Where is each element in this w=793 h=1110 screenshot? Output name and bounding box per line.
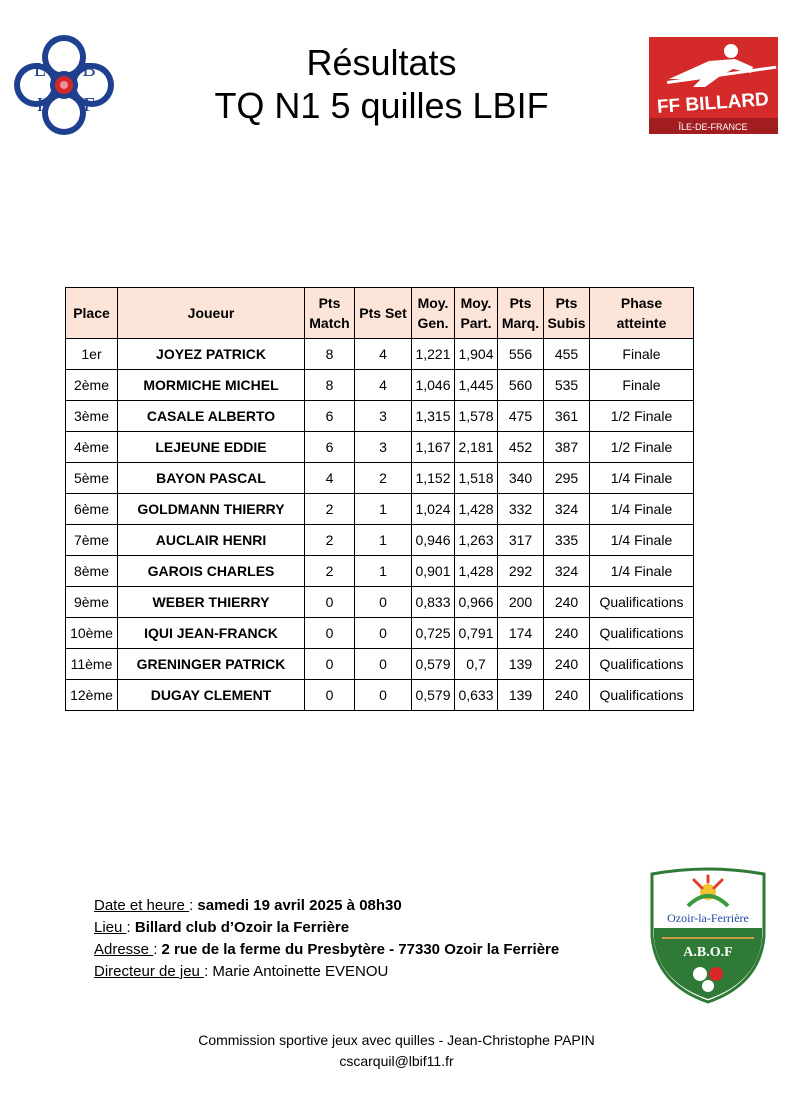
cell-pts-marq: 139 [498, 680, 544, 711]
cell-moy-part: 0,633 [455, 680, 498, 711]
cell-phase: Finale [590, 370, 694, 401]
cell-pts-set: 0 [355, 680, 412, 711]
venue-line [94, 917, 559, 939]
cell-pts-match: 0 [305, 618, 355, 649]
cell-pts-match: 8 [305, 339, 355, 370]
event-info [94, 895, 559, 983]
ffbillard-logo [649, 37, 778, 134]
cell-moy-part: 1,428 [455, 556, 498, 587]
table-row [66, 649, 694, 680]
cell-pts-set: 0 [355, 618, 412, 649]
cell-pts-match: 6 [305, 401, 355, 432]
cell-player: LEJEUNE EDDIE [118, 432, 305, 463]
date-line [94, 895, 559, 917]
cell-pts-subis: 240 [544, 618, 590, 649]
cell-pts-set: 3 [355, 401, 412, 432]
cell-player: CASALE ALBERTO [118, 401, 305, 432]
header-moy-part: Moy. Part. [455, 288, 498, 339]
cell-pts-subis: 240 [544, 587, 590, 618]
cell-moy-gen: 1,221 [412, 339, 455, 370]
table-row [66, 494, 694, 525]
cell-player: JOYEZ PATRICK [118, 339, 305, 370]
cell-pts-match: 0 [305, 680, 355, 711]
cell-moy-part: 0,791 [455, 618, 498, 649]
cell-place: 2ème [66, 370, 118, 401]
header-player: Joueur [118, 288, 305, 339]
abof-logo [648, 866, 768, 1006]
cell-pts-subis: 324 [544, 494, 590, 525]
cell-player: DUGAY CLEMENT [118, 680, 305, 711]
cell-place: 12ème [66, 680, 118, 711]
cell-moy-gen: 0,579 [412, 649, 455, 680]
header-pts-set: Pts Set [355, 288, 412, 339]
footer [0, 1030, 793, 1072]
header-place: Place [66, 288, 118, 339]
cell-moy-part: 0,7 [455, 649, 498, 680]
cell-player: MORMICHE MICHEL [118, 370, 305, 401]
cell-pts-subis: 240 [544, 649, 590, 680]
table-row [66, 525, 694, 556]
cell-place: 6ème [66, 494, 118, 525]
cell-moy-part: 1,578 [455, 401, 498, 432]
white-ball-icon [702, 980, 714, 992]
cell-phase: Qualifications [590, 618, 694, 649]
cell-pts-subis: 240 [544, 680, 590, 711]
table-row [66, 463, 694, 494]
cell-pts-marq: 139 [498, 649, 544, 680]
cell-pts-set: 4 [355, 370, 412, 401]
cell-pts-marq: 332 [498, 494, 544, 525]
cell-pts-set: 1 [355, 525, 412, 556]
cell-player: AUCLAIR HENRI [118, 525, 305, 556]
cell-pts-subis: 535 [544, 370, 590, 401]
cell-pts-marq: 292 [498, 556, 544, 587]
cell-pts-subis: 387 [544, 432, 590, 463]
cell-phase: Finale [590, 339, 694, 370]
address-label: Adresse [94, 941, 154, 958]
title-line-1: Résultats [306, 42, 457, 83]
cell-pts-subis: 335 [544, 525, 590, 556]
cell-player: WEBER THIERRY [118, 587, 305, 618]
cell-moy-gen: 0,946 [412, 525, 455, 556]
cell-player: BAYON PASCAL [118, 463, 305, 494]
cell-phase: Qualifications [590, 587, 694, 618]
cell-phase: Qualifications [590, 680, 694, 711]
cell-pts-marq: 200 [498, 587, 544, 618]
cell-player: GOLDMANN THIERRY [118, 494, 305, 525]
cell-moy-gen: 0,725 [412, 618, 455, 649]
cell-player: GRENINGER PATRICK [118, 649, 305, 680]
table-row [66, 618, 694, 649]
cell-moy-gen: 1,024 [412, 494, 455, 525]
cell-pts-subis: 324 [544, 556, 590, 587]
cell-place: 9ème [66, 587, 118, 618]
cell-pts-subis: 455 [544, 339, 590, 370]
cell-pts-set: 3 [355, 432, 412, 463]
cell-place: 5ème [66, 463, 118, 494]
cell-moy-gen: 1,046 [412, 370, 455, 401]
cell-pts-set: 0 [355, 649, 412, 680]
cell-pts-marq: 340 [498, 463, 544, 494]
header-pts-marq: Pts Marq. [498, 288, 544, 339]
date-label: Date et heure [94, 897, 190, 914]
address-separator: : [153, 941, 162, 958]
cell-moy-gen: 0,833 [412, 587, 455, 618]
date-value: samedi 19 avril 2025 à 08h30 [197, 897, 402, 914]
cell-moy-gen: 1,315 [412, 401, 455, 432]
cell-pts-match: 0 [305, 649, 355, 680]
table-row [66, 432, 694, 463]
cell-moy-part: 2,181 [455, 432, 498, 463]
lbif-letter-i: I [36, 94, 44, 116]
ffbillard-text: FF BILLARD [656, 89, 770, 118]
address-line [94, 939, 559, 961]
cell-moy-part: 1,518 [455, 463, 498, 494]
footer-commission: Commission sportive jeux avec quilles - Jean-Christophe PAPIN [198, 1032, 595, 1048]
cell-place: 11ème [66, 649, 118, 680]
table-row [66, 401, 694, 432]
cell-phase: 1/4 Finale [590, 463, 694, 494]
footer-email: cscarquil@lbif11.fr [339, 1053, 454, 1069]
cell-moy-part: 0,966 [455, 587, 498, 618]
director-line [94, 961, 559, 983]
director-separator: : [204, 963, 213, 980]
cell-place: 10ème [66, 618, 118, 649]
cell-moy-part: 1,445 [455, 370, 498, 401]
cell-phase: Qualifications [590, 649, 694, 680]
director-value: Marie Antoinette EVENOU [212, 963, 389, 980]
cell-pts-match: 2 [305, 556, 355, 587]
cell-place: 1er [66, 339, 118, 370]
ffbillard-subtext: ÎLE-DE-FRANCE [678, 122, 748, 132]
cell-pts-marq: 560 [498, 370, 544, 401]
cell-place: 8ème [66, 556, 118, 587]
page-title [140, 41, 623, 127]
abof-town-text: Ozoir-la-Ferrière [667, 911, 749, 925]
cell-pts-marq: 556 [498, 339, 544, 370]
cell-pts-match: 6 [305, 432, 355, 463]
director-label: Directeur de jeu [94, 963, 205, 980]
table-row [66, 339, 694, 370]
cell-phase: 1/2 Finale [590, 401, 694, 432]
cell-phase: 1/4 Finale [590, 525, 694, 556]
white-ball-icon [693, 967, 707, 981]
header-pts-match: Pts Match [305, 288, 355, 339]
results-table [65, 287, 694, 711]
cell-pts-set: 2 [355, 463, 412, 494]
table-row [66, 587, 694, 618]
cell-moy-gen: 1,167 [412, 432, 455, 463]
table-row [66, 680, 694, 711]
cell-player: IQUI JEAN-FRANCK [118, 618, 305, 649]
cell-moy-part: 1,263 [455, 525, 498, 556]
header-pts-subis: Pts Subis [544, 288, 590, 339]
cell-pts-set: 1 [355, 494, 412, 525]
lbif-logo [14, 35, 114, 135]
cell-pts-set: 1 [355, 556, 412, 587]
table-row [66, 370, 694, 401]
cell-phase: 1/2 Finale [590, 432, 694, 463]
cell-pts-set: 0 [355, 587, 412, 618]
cell-moy-part: 1,904 [455, 339, 498, 370]
cell-pts-set: 4 [355, 339, 412, 370]
cell-pts-subis: 295 [544, 463, 590, 494]
cell-pts-match: 8 [305, 370, 355, 401]
lbif-letter-f: F [83, 94, 95, 116]
cell-pts-match: 4 [305, 463, 355, 494]
cell-phase: 1/4 Finale [590, 556, 694, 587]
address-value: 2 rue de la ferme du Presbytère - 77330 Ozoir la Ferrière [161, 941, 560, 958]
lbif-letter-l: L [33, 59, 47, 81]
cell-place: 3ème [66, 401, 118, 432]
cell-moy-gen: 0,579 [412, 680, 455, 711]
cell-pts-subis: 361 [544, 401, 590, 432]
cell-player: GAROIS CHARLES [118, 556, 305, 587]
title-line-2: TQ N1 5 quilles LBIF [214, 85, 549, 126]
venue-value: Billard club d’Ozoir la Ferrière [134, 919, 350, 936]
date-separator: : [189, 897, 198, 914]
cell-pts-marq: 174 [498, 618, 544, 649]
cell-pts-match: 2 [305, 525, 355, 556]
header-moy-gen: Moy. Gen. [412, 288, 455, 339]
abof-club-text: A.B.O.F [683, 945, 733, 960]
cell-phase: 1/4 Finale [590, 494, 694, 525]
table-row [66, 556, 694, 587]
cell-pts-match: 0 [305, 587, 355, 618]
cell-moy-part: 1,428 [455, 494, 498, 525]
cell-pts-marq: 452 [498, 432, 544, 463]
cell-place: 7ème [66, 525, 118, 556]
cell-place: 4ème [66, 432, 118, 463]
cell-pts-marq: 317 [498, 525, 544, 556]
venue-label: Lieu [94, 919, 127, 936]
cell-pts-match: 2 [305, 494, 355, 525]
lbif-letter-b: B [82, 59, 96, 81]
venue-separator: : [126, 919, 135, 936]
results-header-row [66, 288, 694, 339]
cell-pts-marq: 475 [498, 401, 544, 432]
cell-moy-gen: 0,901 [412, 556, 455, 587]
cell-moy-gen: 1,152 [412, 463, 455, 494]
red-ball-icon [709, 967, 723, 981]
header-phase: Phase atteinte [590, 288, 694, 339]
